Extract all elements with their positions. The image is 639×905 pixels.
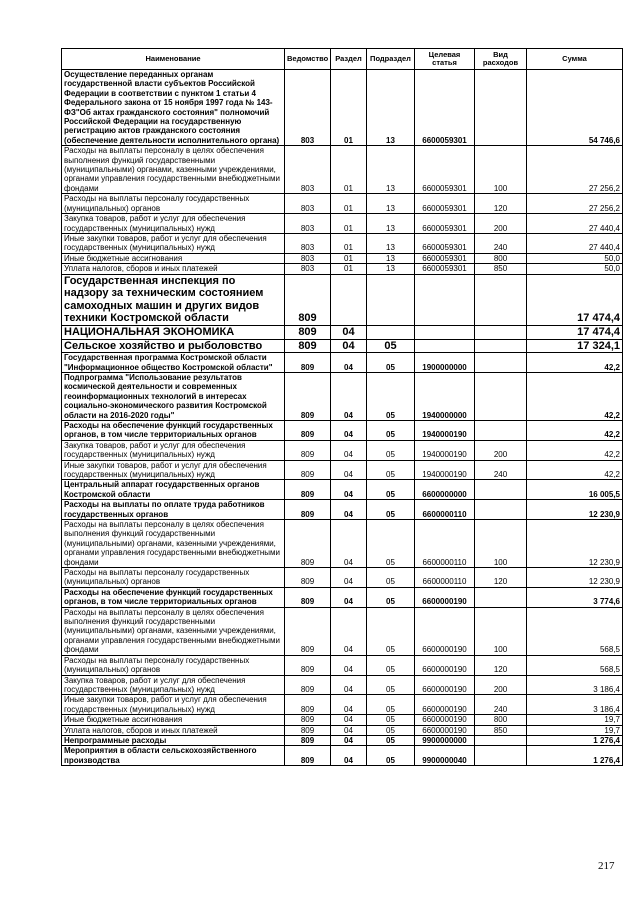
cell-name: Сельское хозяйство и рыболовство (62, 339, 285, 353)
table-row (62, 675, 623, 695)
cell-vedomstvo: 809 (285, 353, 331, 373)
cell-vedomstvo: 809 (285, 725, 331, 735)
cell-podrazdel: 05 (367, 607, 415, 655)
cell-razdel: 04 (331, 480, 367, 500)
cell-celevaya-statya: 6600059301 (415, 214, 475, 234)
cell-celevaya-statya: 6600059301 (415, 233, 475, 253)
cell-summa: 19,7 (527, 725, 623, 735)
cell-podrazdel (367, 325, 415, 339)
cell-name: Расходы на выплаты персоналу государственных (муниципальных) органов (62, 568, 285, 588)
cell-celevaya-statya: 9900000040 (415, 746, 475, 766)
cell-vid-raskhodov: 850 (475, 264, 527, 274)
cell-vedomstvo: 803 (285, 70, 331, 146)
cell-podrazdel: 05 (367, 746, 415, 766)
table-row (62, 420, 623, 440)
cell-podrazdel: 05 (367, 568, 415, 588)
cell-razdel: 01 (331, 233, 367, 253)
cell-vedomstvo: 809 (285, 420, 331, 440)
cell-summa: 17 474,4 (527, 325, 623, 339)
cell-vid-raskhodov: 120 (475, 655, 527, 675)
cell-vedomstvo: 803 (285, 233, 331, 253)
table-row (62, 587, 623, 607)
cell-vid-raskhodov: 100 (475, 520, 527, 568)
cell-summa: 27 440,4 (527, 214, 623, 234)
cell-razdel: 04 (331, 735, 367, 745)
table-row (62, 500, 623, 520)
table-row (62, 725, 623, 735)
table-body (62, 70, 623, 766)
cell-summa: 3 186,4 (527, 695, 623, 715)
cell-vid-raskhodov (475, 325, 527, 339)
cell-vid-raskhodov: 200 (475, 214, 527, 234)
cell-podrazdel: 05 (367, 339, 415, 353)
cell-podrazdel: 13 (367, 194, 415, 214)
table-header-row (62, 49, 623, 70)
cell-celevaya-statya: 6600000000 (415, 480, 475, 500)
table-row (62, 715, 623, 725)
cell-vedomstvo: 809 (285, 500, 331, 520)
cell-razdel: 04 (331, 520, 367, 568)
cell-razdel: 04 (331, 353, 367, 373)
cell-podrazdel: 13 (367, 146, 415, 194)
cell-celevaya-statya: 6600000110 (415, 500, 475, 520)
table-row (62, 735, 623, 745)
cell-summa: 1 276,4 (527, 735, 623, 745)
cell-podrazdel: 05 (367, 675, 415, 695)
table-row (62, 440, 623, 460)
cell-podrazdel: 05 (367, 520, 415, 568)
cell-vid-raskhodov (475, 353, 527, 373)
table-row (62, 480, 623, 500)
cell-summa: 42,2 (527, 420, 623, 440)
cell-vid-raskhodov (475, 735, 527, 745)
cell-razdel: 04 (331, 568, 367, 588)
cell-razdel: 04 (331, 695, 367, 715)
table-row (62, 372, 623, 420)
cell-vedomstvo: 809 (285, 325, 331, 339)
cell-vedomstvo: 809 (285, 715, 331, 725)
cell-celevaya-statya: 6600000190 (415, 675, 475, 695)
table-row (62, 325, 623, 339)
cell-name: Уплата налогов, сборов и иных платежей (62, 725, 285, 735)
cell-name: Расходы на выплаты персоналу государственных (муниципальных) органов (62, 194, 285, 214)
cell-name: Расходы на выплаты персоналу в целях обеспечения выполнения функций государственными (муниципальными) органами, казенными учреждениями, органами управления государственными внебюджетными фондами (62, 607, 285, 655)
header-razdel: Раздел (331, 49, 367, 70)
cell-celevaya-statya (415, 339, 475, 353)
cell-summa: 16 005,5 (527, 480, 623, 500)
cell-razdel: 04 (331, 500, 367, 520)
table-row (62, 607, 623, 655)
cell-name: Государственная инспекция по надзору за техническим состоянием самоходных машин и других видов техники Костромской области (62, 274, 285, 325)
cell-podrazdel: 05 (367, 440, 415, 460)
cell-summa: 3 774,6 (527, 587, 623, 607)
cell-vid-raskhodov (475, 480, 527, 500)
cell-razdel: 04 (331, 325, 367, 339)
cell-name: Уплата налогов, сборов и иных платежей (62, 264, 285, 274)
table-row (62, 568, 623, 588)
cell-summa: 42,2 (527, 353, 623, 373)
cell-summa: 27 256,2 (527, 194, 623, 214)
cell-vedomstvo: 803 (285, 214, 331, 234)
cell-podrazdel: 13 (367, 70, 415, 146)
cell-summa: 568,5 (527, 655, 623, 675)
cell-summa: 27 256,2 (527, 146, 623, 194)
cell-celevaya-statya: 1940000190 (415, 420, 475, 440)
cell-razdel: 04 (331, 420, 367, 440)
cell-podrazdel: 13 (367, 264, 415, 274)
cell-name: Подпрограмма "Использование результатов космической деятельности и современных геоинформационных технологий в интересах социально-экономического развития Костромской области на 2016-2020 годы" (62, 372, 285, 420)
cell-vedomstvo: 809 (285, 274, 331, 325)
cell-vedomstvo: 809 (285, 568, 331, 588)
cell-razdel: 04 (331, 372, 367, 420)
page-number: 217 (598, 860, 615, 872)
header-podrazdel: Подраздел (367, 49, 415, 70)
cell-vedomstvo: 809 (285, 372, 331, 420)
cell-podrazdel: 05 (367, 725, 415, 735)
cell-name: Расходы на выплаты персоналу государственных (муниципальных) органов (62, 655, 285, 675)
cell-vedomstvo: 809 (285, 440, 331, 460)
cell-summa: 54 746,6 (527, 70, 623, 146)
cell-razdel: 04 (331, 715, 367, 725)
cell-vedomstvo: 803 (285, 146, 331, 194)
cell-vedomstvo: 809 (285, 655, 331, 675)
cell-podrazdel (367, 274, 415, 325)
cell-podrazdel: 13 (367, 233, 415, 253)
cell-name: Мероприятия в области сельскохозяйственного производства (62, 746, 285, 766)
cell-razdel: 01 (331, 253, 367, 263)
cell-vedomstvo: 809 (285, 587, 331, 607)
cell-celevaya-statya: 6600059301 (415, 253, 475, 263)
cell-razdel: 04 (331, 339, 367, 353)
cell-summa: 42,2 (527, 460, 623, 480)
cell-celevaya-statya: 6600000190 (415, 725, 475, 735)
cell-razdel: 04 (331, 587, 367, 607)
cell-razdel: 04 (331, 675, 367, 695)
cell-vedomstvo: 803 (285, 253, 331, 263)
budget-table (61, 48, 623, 766)
cell-vid-raskhodov (475, 587, 527, 607)
cell-vedomstvo: 803 (285, 264, 331, 274)
cell-vedomstvo: 809 (285, 735, 331, 745)
cell-vedomstvo: 809 (285, 460, 331, 480)
cell-podrazdel: 05 (367, 372, 415, 420)
header-name: Наименование (62, 49, 285, 70)
cell-name: Иные закупки товаров, работ и услуг для обеспечения государственных (муниципальных) нужд (62, 460, 285, 480)
cell-summa: 50,0 (527, 264, 623, 274)
cell-vid-raskhodov (475, 372, 527, 420)
cell-razdel: 01 (331, 70, 367, 146)
table-row (62, 194, 623, 214)
cell-vedomstvo: 803 (285, 194, 331, 214)
cell-summa: 12 230,9 (527, 500, 623, 520)
cell-razdel: 04 (331, 746, 367, 766)
cell-podrazdel: 05 (367, 420, 415, 440)
cell-summa: 1 276,4 (527, 746, 623, 766)
cell-summa: 568,5 (527, 607, 623, 655)
table-row (62, 264, 623, 274)
cell-name: Расходы на обеспечение функций государственных органов, в том числе территориальных органов (62, 420, 285, 440)
cell-summa: 12 230,9 (527, 568, 623, 588)
cell-razdel: 04 (331, 460, 367, 480)
cell-name: НАЦИОНАЛЬНАЯ ЭКОНОМИКА (62, 325, 285, 339)
cell-celevaya-statya: 1940000190 (415, 460, 475, 480)
cell-razdel: 04 (331, 607, 367, 655)
cell-vedomstvo: 809 (285, 695, 331, 715)
cell-name: Расходы на выплаты персоналу в целях обеспечения выполнения функций государственными (муниципальными) органами, казенными учреждениями, органами управления государственными внебюджетными фондами (62, 146, 285, 194)
cell-podrazdel: 13 (367, 214, 415, 234)
cell-name: Иные бюджетные ассигнования (62, 253, 285, 263)
table-row (62, 695, 623, 715)
cell-vid-raskhodov: 850 (475, 725, 527, 735)
cell-vedomstvo: 809 (285, 520, 331, 568)
cell-celevaya-statya: 6600000190 (415, 695, 475, 715)
cell-vid-raskhodov: 800 (475, 253, 527, 263)
cell-name: Расходы на обеспечение функций государственных органов, в том числе территориальных органов (62, 587, 285, 607)
cell-vid-raskhodov: 240 (475, 695, 527, 715)
cell-podrazdel: 05 (367, 353, 415, 373)
header-vid-raskhodov: Вид расходов (475, 49, 527, 70)
cell-vid-raskhodov: 200 (475, 675, 527, 695)
cell-razdel (331, 274, 367, 325)
cell-podrazdel: 13 (367, 253, 415, 263)
cell-name: Иные закупки товаров, работ и услуг для обеспечения государственных (муниципальных) нужд (62, 233, 285, 253)
cell-celevaya-statya: 1940000000 (415, 372, 475, 420)
cell-razdel: 01 (331, 194, 367, 214)
cell-celevaya-statya: 6600000190 (415, 587, 475, 607)
cell-vid-raskhodov: 120 (475, 194, 527, 214)
cell-vid-raskhodov (475, 420, 527, 440)
cell-vid-raskhodov (475, 339, 527, 353)
table-row (62, 655, 623, 675)
header-celevaya-statya: Целевая статья (415, 49, 475, 70)
cell-name: Государственная программа Костромской области "Информационное общество Костромской области" (62, 353, 285, 373)
header-summa: Сумма (527, 49, 623, 70)
cell-razdel: 04 (331, 440, 367, 460)
table-row (62, 214, 623, 234)
cell-celevaya-statya: 1900000000 (415, 353, 475, 373)
cell-summa: 50,0 (527, 253, 623, 263)
table-row (62, 746, 623, 766)
table-row (62, 70, 623, 146)
table-row (62, 353, 623, 373)
table-row (62, 233, 623, 253)
cell-name: Иные бюджетные ассигнования (62, 715, 285, 725)
cell-celevaya-statya: 6600000190 (415, 607, 475, 655)
cell-name: Иные закупки товаров, работ и услуг для обеспечения государственных (муниципальных) нужд (62, 695, 285, 715)
cell-name: Непрограммные расходы (62, 735, 285, 745)
cell-summa: 42,2 (527, 440, 623, 460)
cell-vid-raskhodov: 100 (475, 146, 527, 194)
cell-vedomstvo: 809 (285, 480, 331, 500)
table-row (62, 460, 623, 480)
header-vedomstvo: Ведомство (285, 49, 331, 70)
table-row (62, 520, 623, 568)
cell-vid-raskhodov (475, 500, 527, 520)
cell-vid-raskhodov (475, 274, 527, 325)
cell-vedomstvo: 809 (285, 746, 331, 766)
cell-vedomstvo: 809 (285, 675, 331, 695)
cell-summa: 12 230,9 (527, 520, 623, 568)
table-row (62, 253, 623, 263)
cell-summa: 17 474,4 (527, 274, 623, 325)
cell-vid-raskhodov: 100 (475, 607, 527, 655)
cell-podrazdel: 05 (367, 480, 415, 500)
cell-podrazdel: 05 (367, 587, 415, 607)
table-row (62, 274, 623, 325)
cell-name: Закупка товаров, работ и услуг для обеспечения государственных (муниципальных) нужд (62, 440, 285, 460)
cell-podrazdel: 05 (367, 500, 415, 520)
cell-summa: 17 324,1 (527, 339, 623, 353)
cell-celevaya-statya: 6600059301 (415, 146, 475, 194)
table-row (62, 339, 623, 353)
cell-name: Расходы на выплаты персоналу в целях обеспечения выполнения функций государственными (муниципальными) органами, казенными учреждениями, органами управления государственными внебюджетными фондами (62, 520, 285, 568)
cell-summa: 3 186,4 (527, 675, 623, 695)
cell-summa: 19,7 (527, 715, 623, 725)
cell-vid-raskhodov: 240 (475, 460, 527, 480)
cell-celevaya-statya: 6600000110 (415, 520, 475, 568)
cell-celevaya-statya (415, 274, 475, 325)
cell-razdel: 04 (331, 655, 367, 675)
cell-name: Центральный аппарат государственных органов Костромской области (62, 480, 285, 500)
cell-podrazdel: 05 (367, 715, 415, 725)
cell-summa: 42,2 (527, 372, 623, 420)
cell-vid-raskhodov: 800 (475, 715, 527, 725)
cell-razdel: 01 (331, 146, 367, 194)
cell-celevaya-statya: 6600000190 (415, 715, 475, 725)
cell-razdel: 01 (331, 264, 367, 274)
cell-celevaya-statya: 6600000110 (415, 568, 475, 588)
cell-razdel: 04 (331, 725, 367, 735)
cell-name: Расходы на выплаты по оплате труда работников государственных органов (62, 500, 285, 520)
cell-celevaya-statya: 1940000190 (415, 440, 475, 460)
cell-podrazdel: 05 (367, 695, 415, 715)
cell-vid-raskhodov: 240 (475, 233, 527, 253)
cell-vedomstvo: 809 (285, 339, 331, 353)
cell-name: Осуществление переданных органам государственной власти субъектов Российской Федерации в соответствии с пунктом 1 статьи 4 Федерального закона от 15 ноября 1997 года № 143-ФЗ"Об актах гражданского состояния" полномочий Российской Федерации на государственную регистрацию актов гражданского состояния (обеспечение деятельности исполнительного органа) (62, 70, 285, 146)
cell-vid-raskhodov (475, 70, 527, 146)
cell-celevaya-statya: 6600059301 (415, 70, 475, 146)
cell-celevaya-statya: 6600059301 (415, 264, 475, 274)
cell-podrazdel: 05 (367, 655, 415, 675)
cell-vid-raskhodov: 120 (475, 568, 527, 588)
cell-razdel: 01 (331, 214, 367, 234)
cell-celevaya-statya: 6600000190 (415, 655, 475, 675)
cell-vid-raskhodov: 200 (475, 440, 527, 460)
cell-podrazdel: 05 (367, 460, 415, 480)
table-row (62, 146, 623, 194)
budget-table-sheet (61, 48, 622, 766)
cell-name: Закупка товаров, работ и услуг для обеспечения государственных (муниципальных) нужд (62, 214, 285, 234)
cell-celevaya-statya: 9900000000 (415, 735, 475, 745)
cell-celevaya-statya: 6600059301 (415, 194, 475, 214)
cell-vid-raskhodov (475, 746, 527, 766)
cell-celevaya-statya (415, 325, 475, 339)
cell-summa: 27 440,4 (527, 233, 623, 253)
cell-name: Закупка товаров, работ и услуг для обеспечения государственных (муниципальных) нужд (62, 675, 285, 695)
cell-podrazdel: 05 (367, 735, 415, 745)
cell-vedomstvo: 809 (285, 607, 331, 655)
